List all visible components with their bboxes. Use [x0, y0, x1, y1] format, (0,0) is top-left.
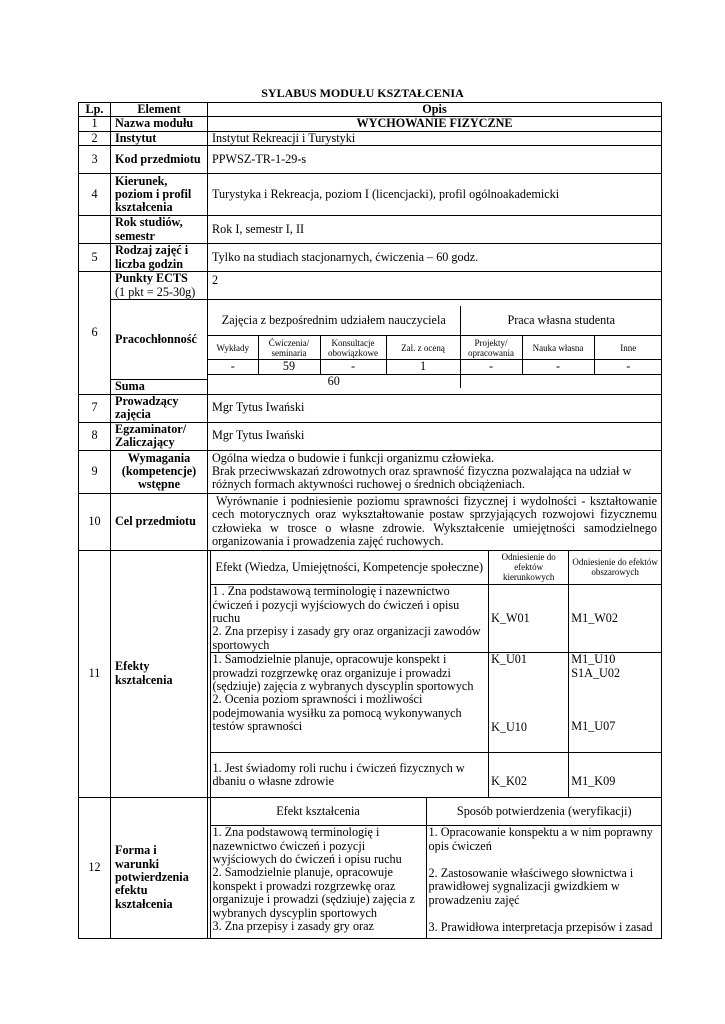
effect-u2: 2. Ocenia poziom sprawności i możliwości podejmowania wysiłku za pomocą wykonywanych testów sprawności [212, 692, 462, 734]
effects-row-u [208, 653, 661, 753]
lp-7: 7 [79, 394, 111, 422]
verif-method-3: 3. Prawidłowa interpretacja przepisów i zasad [428, 920, 653, 935]
lp-4b [79, 216, 111, 244]
lp-1: 1 [79, 117, 111, 131]
val-cwiczenia: 59 [258, 360, 320, 374]
value-4b: Rok I, semestr I, II [208, 216, 662, 244]
element-2: Instytut [111, 131, 208, 145]
lp-10: 10 [79, 493, 111, 550]
effect-w-o: M1_W02 [569, 585, 661, 653]
element-1: Nazwa modułu [111, 117, 208, 131]
row-10 [79, 493, 662, 550]
lp-9: 9 [79, 450, 111, 493]
workload-cols-row [208, 336, 662, 360]
effects-cell [208, 550, 662, 797]
col-zal: Zal. z oceną [386, 336, 460, 360]
effects-row-k [208, 753, 661, 797]
row-4 [79, 174, 662, 216]
verif-effect-3: 3. Zna przepisy i zasady gry oraz [212, 919, 374, 933]
val-konsultacje: - [320, 360, 386, 374]
effect-w1: 1 . Zna podstawową terminologię i nazewnictwo ćwiczeń i pozycji wyjściowych do ćwiczeń i opisu ruchu [212, 584, 460, 625]
lp-11: 11 [79, 550, 111, 797]
value-9 [208, 450, 662, 493]
page-title: SYLABUS MODUŁU KSZTAŁCENIA [261, 86, 464, 100]
workload-vals-row [208, 360, 662, 374]
element-10: Cel przedmiotu [111, 493, 208, 550]
effects-h2: Odniesienie do efektów kierunkowych [489, 551, 569, 585]
row-2 [79, 131, 662, 145]
workload-sum-row [208, 374, 662, 388]
value-7: Mgr Tytus Iwański [208, 394, 662, 422]
verif-method-1: 1. Opracowanie konspektu a w nim poprawny opis ćwiczeń [428, 825, 653, 853]
value-8: Mgr Tytus Iwański [208, 422, 662, 450]
effects-h3: Odniesienie do efektów obszarowych [569, 551, 661, 585]
element-suma: Suma [111, 380, 208, 394]
value-1: WYCHOWANIE FIZYCZNE [208, 117, 662, 131]
header-row [79, 103, 662, 117]
effects-h1: Efekt (Wiedza, Umiejętności, Kompetencje społeczne) [210, 551, 489, 585]
row-5 [79, 244, 662, 272]
verif-effect-1: 1. Zna podstawową terminologię i nazewnictwo ćwiczeń i pozycji wyjściowych do ćwiczeń i opisu ruchu [212, 825, 402, 866]
lp-12: 12 [79, 797, 111, 938]
row-8 [79, 422, 662, 450]
verif-effect-2: 2. Samodzielnie planuje, opracowuje konspekt i prowadzi rozgrzewkę oraz organizuje i prowadzi (sędziuje) zajęcia z wybranych dyscyplin sportowych [212, 865, 415, 920]
effect-u-k2: K_U10 [491, 719, 527, 734]
row-11 [79, 550, 662, 797]
lp-2: 2 [79, 131, 111, 145]
row-1 [79, 117, 662, 131]
element-11: Efekty kształcenia [111, 550, 208, 797]
effects-row-w [208, 585, 661, 653]
lp-6: 6 [79, 272, 111, 394]
header-opis: Opis [208, 103, 662, 117]
element-4b: Rok studiów, semestr [111, 216, 208, 244]
element-12: Forma i warunki potwierdzenia efektu kształcenia [111, 797, 208, 938]
value-ects: 2 [208, 272, 662, 300]
effects-header-row [208, 551, 661, 585]
val-nauka: - [522, 360, 594, 374]
verification-table [208, 798, 662, 938]
workload-group2: Praca własna studenta [460, 306, 662, 336]
element-7: Prowadzący zajęcia [111, 394, 208, 422]
verification-header-row [208, 798, 662, 826]
lp-8: 8 [79, 422, 111, 450]
element-6: Pracochłonność [111, 300, 208, 380]
row-ects [79, 272, 662, 300]
row-9 [79, 450, 662, 493]
effect-u1: 1. Samodzielnie planuje, opracowuje konspekt i prowadzi rozgrzewkę oraz organizuje i prowadzi (sędziuje) zajęcia z wybranych dyscyplin sportowych [212, 652, 474, 693]
col-konsultacje: Konsultacje obowiązkowe [320, 336, 386, 360]
sum-value: 60 [208, 374, 460, 388]
effect-u-k [489, 653, 569, 753]
col-cwiczenia: Ćwiczenia/ seminaria [258, 336, 320, 360]
element-ects [111, 272, 208, 300]
sum-empty [460, 374, 662, 388]
verification-h1: Efekt kształcenia [210, 798, 426, 826]
verif-method-2: 2. Zastosowanie właściwego słownictwa i prawidłowej sygnalizacji gwizdkiem w prowadzeniu zajęć [428, 865, 634, 907]
workload-group1: Zajęcia z bezpośrednim udziałem nauczyciela [208, 306, 460, 336]
verification-cell [208, 797, 662, 938]
row-4b [79, 216, 662, 244]
val-inne: - [594, 360, 662, 374]
col-projekty: Projekty/ opracowania [460, 336, 522, 360]
verification-effects [210, 826, 426, 938]
row-6 [79, 300, 662, 380]
value-2: Instytut Rekreacji i Turystyki [208, 131, 662, 145]
row-12 [79, 797, 662, 938]
col-wyklady: Wykłady [208, 336, 258, 360]
value-10: Wyrównanie i podniesienie poziomu sprawności fizycznej i wydolności - kształtowanie cech motorycznych oraz wykształtowanie postaw sprzyjających rozwojowi fizycznemu człowieka w trosce o własne zdrowie. Wykształcenie umiejętności samodzielnego organizowania i prowadzenia zajęć ruchowych. [208, 493, 662, 550]
workload-cell [208, 300, 662, 394]
element-5: Rodzaj zajęć i liczba godzin [111, 244, 208, 272]
effect-u-k1: K_U01 [491, 652, 527, 667]
element-4: Kierunek, poziom i profil kształcenia [111, 174, 208, 216]
verification-methods [426, 826, 662, 938]
col-inne: Inne [594, 336, 662, 360]
row-3 [79, 146, 662, 174]
row-7 [79, 394, 662, 422]
header-element: Element [111, 103, 208, 117]
lp-3: 3 [79, 146, 111, 174]
effect-k-o: M1_K09 [569, 753, 661, 797]
value-4: Turystyka i Rekreacja, poziom I (licencjacki), profil ogólnoakademicki [208, 174, 662, 216]
verification-h2: Sposób potwierdzenia (weryfikacji) [426, 798, 662, 826]
value-3: PPWSZ-TR-1-29-s [208, 146, 662, 174]
ects-sub: (1 pkt = 25-30g) [115, 284, 196, 299]
val-projekty: - [460, 360, 522, 374]
workload-group-row [208, 306, 662, 336]
effect-u-o1b: S1A_U02 [571, 665, 621, 680]
lp-4: 4 [79, 174, 111, 216]
effect-u-o2: M1_U07 [571, 718, 616, 733]
effect-k-k: K_K02 [489, 753, 569, 797]
effects-w-text [210, 585, 489, 653]
effect-u-o1: M1_U10 [571, 652, 616, 667]
effect-u-o [569, 653, 661, 753]
lp-5: 5 [79, 244, 111, 272]
element-3: Kod przedmiotu [111, 146, 208, 174]
workload-table [208, 306, 662, 388]
value-5: Tylko na studiach stacjonarnych, ćwiczenia – 60 godz. [208, 244, 662, 272]
effect-w-k: K_W01 [489, 585, 569, 653]
val-zal: 1 [386, 360, 460, 374]
element-9: Wymagania (kompetencje) wstępne [111, 450, 208, 493]
verification-body-row [208, 826, 662, 938]
ects-label: Punkty ECTS [115, 271, 188, 286]
effect-w2: 2. Zna przepisy i zasady gry oraz organizacji zawodów sportowych [212, 624, 481, 652]
effects-u-text [210, 653, 489, 753]
col-nauka: Nauka własna [522, 336, 594, 360]
req-line-2: Brak przeciwwskazań zdrowotnych oraz sprawność fizyczna pozwalająca na udział w różnych formach aktywności ruchowej o średnich obciążeniach. [212, 463, 632, 492]
effects-table [208, 551, 661, 797]
req-line-1: Ogólna wiedza o budowie i funkcji organizmu człowieka. [212, 450, 495, 465]
effect-k1: 1. Jest świadomy roli ruchu i ćwiczeń fizycznych w dbaniu o własne zdrowie [210, 753, 489, 797]
header-lp: Lp. [79, 103, 111, 117]
element-8: Egzaminator/ Zaliczający [111, 422, 208, 450]
syllabus-table [78, 102, 662, 939]
val-wyklady: - [208, 360, 258, 374]
